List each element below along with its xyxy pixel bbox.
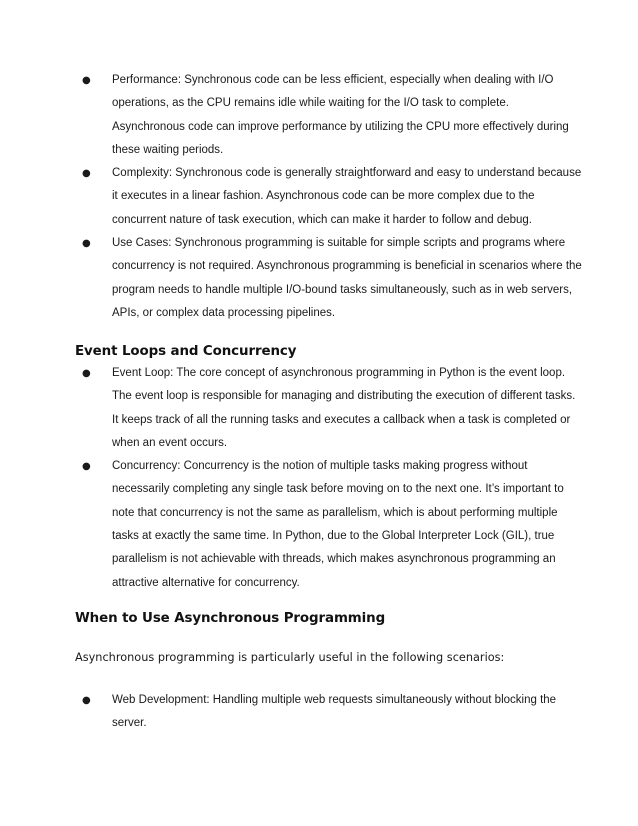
list-item-text: Concurrency: Concurrency is the notion of multiple tasks making progress without necessarily completing any single task before moving on to the next one. It’s important to note that concurrency is not the same as parallelism, which is about performing multiple tasks at exactly the same time. In Python, due to the Global Interpreter Lock (GIL), true parallelism is not achievable with threads, which makes asynchronous programming an attractive alternative for concurrency. (112, 460, 564, 589)
list-item-performance (82, 69, 582, 162)
bullet-icon: ● (82, 461, 91, 473)
list-item-text: Web Development: Handling multiple web requests simultaneously without blocking the server. (112, 694, 557, 730)
bullet-icon: ● (82, 695, 91, 706)
list-item-text: Use Cases: Synchronous programming is suitable for simple scripts and programs where concurrency is not required. Asynchronous programming is beneficial in scenarios where the program needs to handle multiple I/O-bound tasks simultaneously, such as in web servers, APIs, or complex data processing pipelines. (112, 237, 582, 319)
list-item-text: Event Loop: The core concept of asynchronous programming in Python is the event loop. The event loop is responsible for managing and distributing the execution of different tasks. It keeps track of all the running tasks and executes a callback when a task is completed or when an event occurs. (112, 367, 576, 449)
bullet-icon: ● (82, 368, 91, 379)
scenario-list (82, 689, 582, 736)
list-item-event-loop (82, 362, 582, 455)
heading-when-to-use: When to Use Asynchronous Programming (75, 611, 386, 626)
list-item-text: Performance: Synchronous code can be less efficient, especially when dealing with I/O operations, as the CPU remains idle while waiting for the I/O task to complete. Asynchronous code can improve performance by utilizing the CPU more effectively during these waiting periods. (112, 74, 569, 156)
list-item-use-cases (82, 232, 582, 325)
intro-paragraph: Asynchronous programming is particularly useful in the following scenarios: (75, 651, 505, 664)
bullet-icon: ● (82, 168, 91, 180)
list-item-concurrency (82, 455, 582, 595)
list-item-web-development (82, 689, 582, 736)
heading-event-loops: Event Loops and Concurrency (75, 344, 297, 359)
bullet-icon: ● (82, 75, 91, 86)
event-loop-list (82, 362, 582, 595)
list-item-complexity (82, 162, 582, 232)
list-item-text: Complexity: Synchronous code is generally straightforward and easy to understand because it executes in a linear fashion. Asynchronous code can be more complex due to the concurrent nature of task execution, which can make it harder to follow and debug. (112, 167, 582, 226)
bullet-icon: ● (82, 238, 91, 250)
comparison-list (82, 69, 582, 325)
